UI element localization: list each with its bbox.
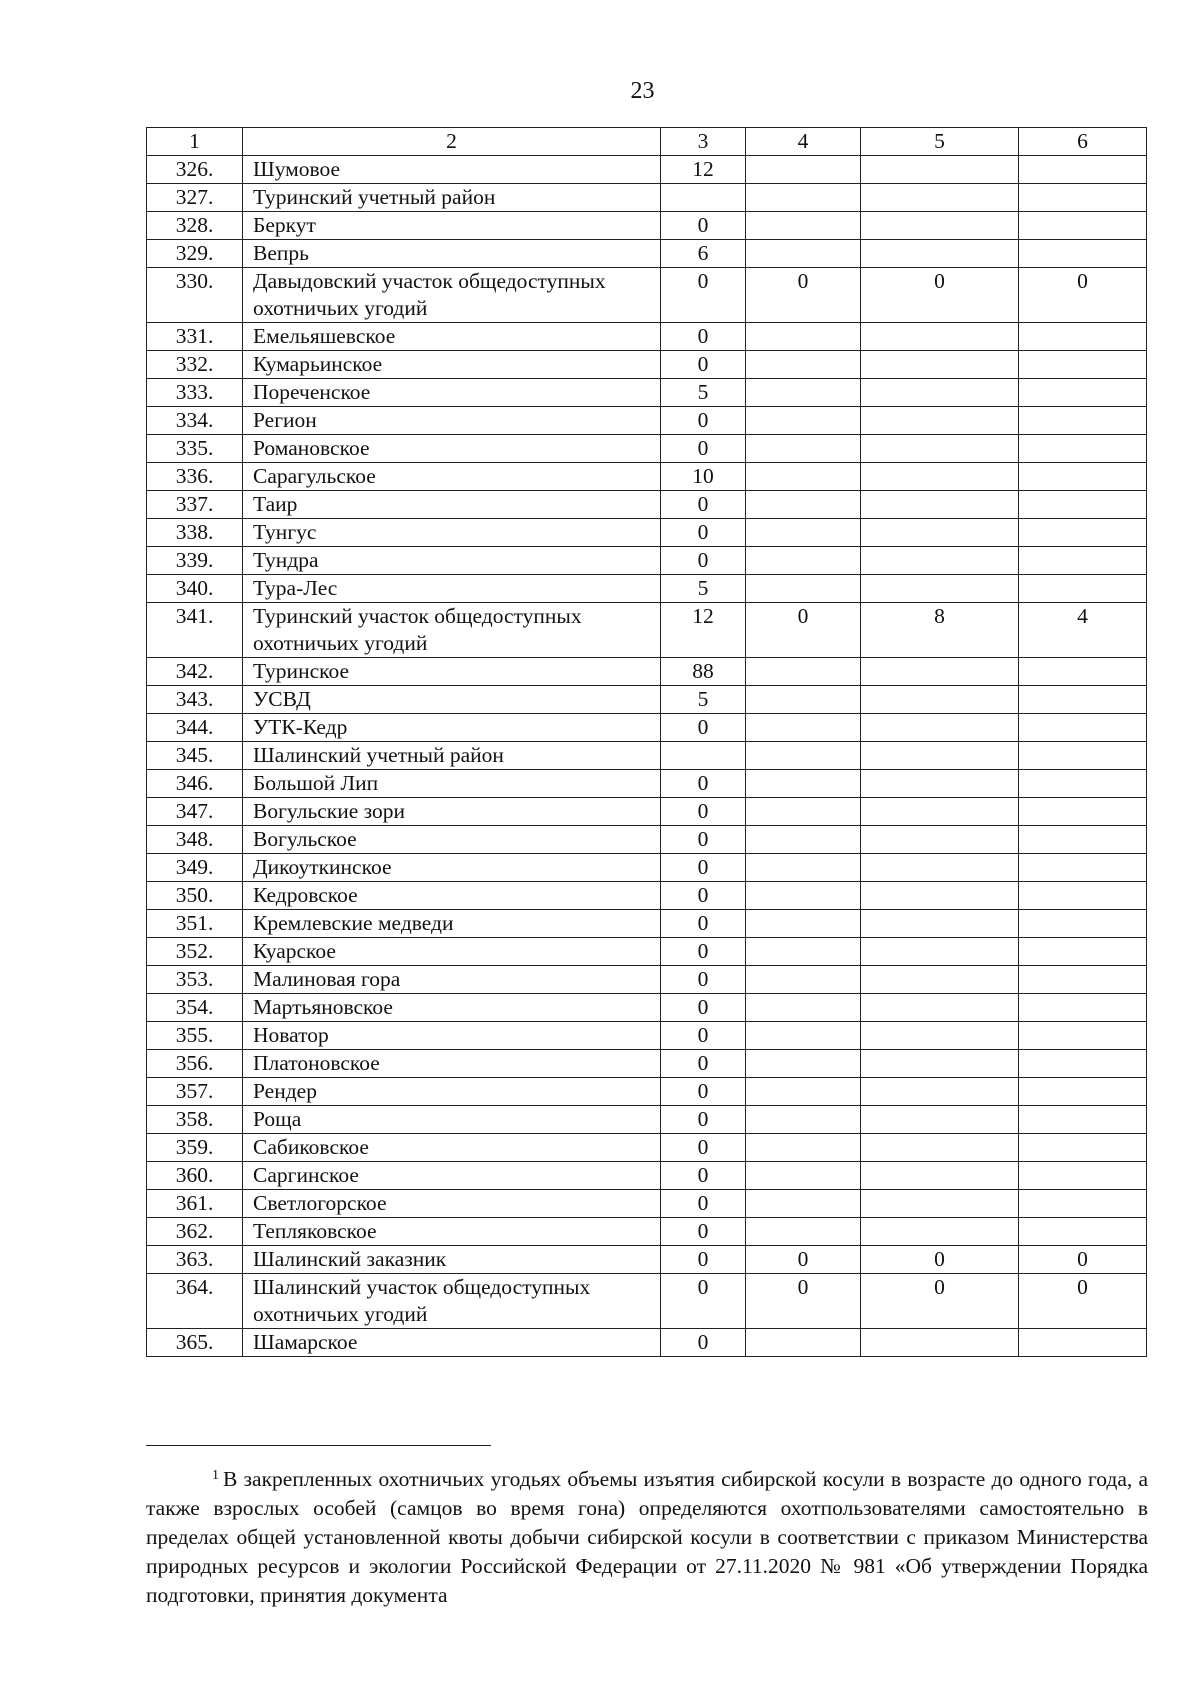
hunting-ground-name-cell: УТК-Кедр	[243, 714, 661, 742]
hunting-ground-name-cell: Кумарьинское	[243, 351, 661, 379]
header-cell-1: 1	[147, 128, 243, 156]
column-3-cell: 0	[661, 1329, 746, 1357]
column-5-cell	[861, 1106, 1019, 1134]
hunting-ground-name-cell: Тунгус	[243, 519, 661, 547]
column-5-cell: 0	[861, 268, 1019, 323]
footnote-separator	[146, 1445, 491, 1446]
column-6-cell	[1019, 1078, 1147, 1106]
hunting-ground-name-cell: Романовское	[243, 435, 661, 463]
table-row	[147, 435, 1147, 463]
footnote-text: В закрепленных охотничьих угодьях объемы изъятия сибирской косули в возрасте до одного года, а также взрослых особей (самцов во время гона) определяются охотпользователями самостоятельно в пределах общей установленной квоты добычи сибирской косули в соответствии с приказом Министерства природных ресурсов и экологии Российской Федерации от 27.11.2020 № 981 «Об утверждении Порядка подготовки, принятия документа	[146, 1467, 1148, 1607]
column-3-cell	[661, 184, 746, 212]
column-4-cell	[746, 212, 861, 240]
column-5-cell	[861, 323, 1019, 351]
column-3-cell: 0	[661, 212, 746, 240]
header-cell-6: 6	[1019, 128, 1147, 156]
row-number-cell: 355.	[147, 1022, 243, 1050]
column-3-cell: 0	[661, 826, 746, 854]
column-6-cell: 0	[1019, 1274, 1147, 1329]
hunting-ground-name-cell: Тундра	[243, 547, 661, 575]
column-3-cell: 0	[661, 1274, 746, 1329]
column-6-cell	[1019, 826, 1147, 854]
column-3-cell: 0	[661, 323, 746, 351]
column-5-cell: 0	[861, 1274, 1019, 1329]
row-number-cell: 327.	[147, 184, 243, 212]
column-5-cell: 0	[861, 1246, 1019, 1274]
column-3-cell: 0	[661, 1022, 746, 1050]
row-number-cell: 356.	[147, 1050, 243, 1078]
column-3-cell: 0	[661, 910, 746, 938]
column-6-cell	[1019, 212, 1147, 240]
table-row	[147, 910, 1147, 938]
hunting-ground-name-cell: Сабиковское	[243, 1134, 661, 1162]
table-row	[147, 212, 1147, 240]
row-number-cell: 335.	[147, 435, 243, 463]
column-6-cell	[1019, 798, 1147, 826]
column-5-cell	[861, 407, 1019, 435]
column-5-cell	[861, 1022, 1019, 1050]
table-row	[147, 1329, 1147, 1357]
table-row	[147, 1050, 1147, 1078]
table-row	[147, 1022, 1147, 1050]
row-number-cell: 339.	[147, 547, 243, 575]
table-row	[147, 1274, 1147, 1329]
row-number-cell: 338.	[147, 519, 243, 547]
column-4-cell	[746, 323, 861, 351]
column-5-cell	[861, 1190, 1019, 1218]
column-4-cell	[746, 714, 861, 742]
column-4-cell	[746, 463, 861, 491]
column-5-cell	[861, 1134, 1019, 1162]
column-6-cell	[1019, 1134, 1147, 1162]
column-3-cell: 0	[661, 1162, 746, 1190]
column-3-cell: 0	[661, 351, 746, 379]
column-5-cell	[861, 966, 1019, 994]
column-3-cell: 0	[661, 435, 746, 463]
column-6-cell	[1019, 575, 1147, 603]
hunting-ground-name-cell: Вепрь	[243, 240, 661, 268]
column-5-cell	[861, 770, 1019, 798]
row-number-cell: 359.	[147, 1134, 243, 1162]
hunting-ground-name-cell: УСВД	[243, 686, 661, 714]
column-6-cell	[1019, 519, 1147, 547]
column-5-cell	[861, 882, 1019, 910]
header-cell-3: 3	[661, 128, 746, 156]
column-4-cell	[746, 854, 861, 882]
column-5-cell	[861, 686, 1019, 714]
hunting-ground-name-cell: Давыдовский участок общедоступных охотничьих угодий	[243, 268, 661, 323]
column-4-cell	[746, 798, 861, 826]
column-6-cell	[1019, 435, 1147, 463]
table-row	[147, 184, 1147, 212]
column-5-cell	[861, 575, 1019, 603]
column-3-cell: 0	[661, 491, 746, 519]
column-6-cell	[1019, 714, 1147, 742]
column-5-cell	[861, 379, 1019, 407]
column-4-cell	[746, 184, 861, 212]
column-6-cell	[1019, 407, 1147, 435]
column-5-cell	[861, 994, 1019, 1022]
table-row	[147, 854, 1147, 882]
row-number-cell: 345.	[147, 742, 243, 770]
table-row	[147, 575, 1147, 603]
hunting-ground-name-cell: Туринский участок общедоступных охотничьих угодий	[243, 603, 661, 658]
column-4-cell	[746, 156, 861, 184]
column-5-cell	[861, 1078, 1019, 1106]
hunting-ground-name-cell: Шалинский заказник	[243, 1246, 661, 1274]
column-5-cell	[861, 184, 1019, 212]
table-row	[147, 938, 1147, 966]
row-number-cell: 344.	[147, 714, 243, 742]
row-number-cell: 352.	[147, 938, 243, 966]
row-number-cell: 358.	[147, 1106, 243, 1134]
hunting-ground-name-cell: Кедровское	[243, 882, 661, 910]
hunting-ground-name-cell: Кремлевские медведи	[243, 910, 661, 938]
row-number-cell: 347.	[147, 798, 243, 826]
header-cell-5: 5	[861, 128, 1019, 156]
row-number-cell: 341.	[147, 603, 243, 658]
table-row	[147, 686, 1147, 714]
column-5-cell	[861, 1050, 1019, 1078]
row-number-cell: 360.	[147, 1162, 243, 1190]
column-5-cell	[861, 742, 1019, 770]
hunting-ground-name-cell: Мартьяновское	[243, 994, 661, 1022]
table-row	[147, 1134, 1147, 1162]
column-6-cell	[1019, 1106, 1147, 1134]
quota-table	[146, 127, 1147, 1357]
column-4-cell	[746, 1190, 861, 1218]
column-4-cell: 0	[746, 1274, 861, 1329]
column-4-cell	[746, 351, 861, 379]
column-5-cell	[861, 938, 1019, 966]
footnote	[146, 1461, 1148, 1610]
hunting-ground-name-cell: Тура-Лес	[243, 575, 661, 603]
column-4-cell	[746, 435, 861, 463]
column-3-cell: 12	[661, 156, 746, 184]
row-number-cell: 353.	[147, 966, 243, 994]
column-5-cell	[861, 1162, 1019, 1190]
column-3-cell: 0	[661, 1106, 746, 1134]
column-4-cell	[746, 658, 861, 686]
column-6-cell	[1019, 156, 1147, 184]
column-5-cell	[861, 547, 1019, 575]
column-5-cell	[861, 658, 1019, 686]
table-row	[147, 323, 1147, 351]
row-number-cell: 337.	[147, 491, 243, 519]
column-4-cell	[746, 882, 861, 910]
row-number-cell: 348.	[147, 826, 243, 854]
column-6-cell	[1019, 463, 1147, 491]
table-row	[147, 658, 1147, 686]
column-6-cell	[1019, 1329, 1147, 1357]
row-number-cell: 365.	[147, 1329, 243, 1357]
table-row	[147, 519, 1147, 547]
hunting-ground-name-cell: Сарагульское	[243, 463, 661, 491]
column-5-cell	[861, 212, 1019, 240]
column-4-cell: 0	[746, 1246, 861, 1274]
hunting-ground-name-cell: Саргинское	[243, 1162, 661, 1190]
column-6-cell	[1019, 1022, 1147, 1050]
column-6-cell	[1019, 854, 1147, 882]
column-3-cell: 0	[661, 547, 746, 575]
column-4-cell	[746, 742, 861, 770]
hunting-ground-name-cell: Регион	[243, 407, 661, 435]
column-6-cell	[1019, 742, 1147, 770]
row-number-cell: 331.	[147, 323, 243, 351]
column-6-cell	[1019, 882, 1147, 910]
hunting-ground-name-cell: Вогульское	[243, 826, 661, 854]
column-3-cell: 0	[661, 938, 746, 966]
hunting-ground-name-cell: Вогульские зори	[243, 798, 661, 826]
table-row	[147, 1218, 1147, 1246]
table-row	[147, 1246, 1147, 1274]
hunting-ground-name-cell: Новатор	[243, 1022, 661, 1050]
column-3-cell: 10	[661, 463, 746, 491]
column-6-cell	[1019, 658, 1147, 686]
column-5-cell	[861, 463, 1019, 491]
column-6-cell	[1019, 938, 1147, 966]
column-4-cell	[746, 1078, 861, 1106]
column-5-cell: 8	[861, 603, 1019, 658]
row-number-cell: 329.	[147, 240, 243, 268]
column-6-cell	[1019, 351, 1147, 379]
column-5-cell	[861, 714, 1019, 742]
hunting-ground-name-cell: Шамарское	[243, 1329, 661, 1357]
column-4-cell	[746, 1134, 861, 1162]
row-number-cell: 333.	[147, 379, 243, 407]
column-4-cell	[746, 519, 861, 547]
column-4-cell	[746, 1162, 861, 1190]
column-6-cell: 0	[1019, 1246, 1147, 1274]
column-6-cell	[1019, 491, 1147, 519]
column-4-cell	[746, 1218, 861, 1246]
row-number-cell: 334.	[147, 407, 243, 435]
table-row	[147, 156, 1147, 184]
hunting-ground-name-cell: Туринское	[243, 658, 661, 686]
row-number-cell: 330.	[147, 268, 243, 323]
row-number-cell: 364.	[147, 1274, 243, 1329]
column-6-cell	[1019, 966, 1147, 994]
table-row	[147, 798, 1147, 826]
page-number: 23	[630, 78, 655, 104]
header-cell-2: 2	[243, 128, 661, 156]
row-number-cell: 354.	[147, 994, 243, 1022]
column-4-cell	[746, 1050, 861, 1078]
column-3-cell: 0	[661, 882, 746, 910]
column-3-cell: 0	[661, 1246, 746, 1274]
column-4-cell	[746, 1329, 861, 1357]
column-5-cell	[861, 1329, 1019, 1357]
column-4-cell	[746, 966, 861, 994]
table-row	[147, 770, 1147, 798]
table-row	[147, 491, 1147, 519]
hunting-ground-name-cell: Беркут	[243, 212, 661, 240]
column-6-cell	[1019, 1190, 1147, 1218]
row-number-cell: 362.	[147, 1218, 243, 1246]
table-row	[147, 351, 1147, 379]
column-3-cell: 5	[661, 575, 746, 603]
column-4-cell	[746, 994, 861, 1022]
hunting-ground-name-cell: Тепляковское	[243, 1218, 661, 1246]
column-6-cell	[1019, 1218, 1147, 1246]
column-5-cell	[861, 1218, 1019, 1246]
column-3-cell: 0	[661, 854, 746, 882]
footnote-marker: 1	[212, 1468, 219, 1483]
column-5-cell	[861, 519, 1019, 547]
column-4-cell	[746, 1106, 861, 1134]
row-number-cell: 357.	[147, 1078, 243, 1106]
column-6-cell	[1019, 994, 1147, 1022]
table-row	[147, 994, 1147, 1022]
row-number-cell: 343.	[147, 686, 243, 714]
table-row	[147, 966, 1147, 994]
table-row	[147, 379, 1147, 407]
column-4-cell	[746, 1022, 861, 1050]
row-number-cell: 350.	[147, 882, 243, 910]
column-4-cell	[746, 379, 861, 407]
column-6-cell	[1019, 240, 1147, 268]
quota-table-body	[147, 128, 1147, 1357]
column-3-cell: 0	[661, 1218, 746, 1246]
table-row	[147, 714, 1147, 742]
table-row	[147, 742, 1147, 770]
table-row	[147, 407, 1147, 435]
table-header-row	[147, 128, 1147, 156]
hunting-ground-name-cell: Шумовое	[243, 156, 661, 184]
column-3-cell: 12	[661, 603, 746, 658]
column-3-cell: 5	[661, 379, 746, 407]
column-3-cell: 0	[661, 407, 746, 435]
table-row	[147, 603, 1147, 658]
column-3-cell: 0	[661, 1050, 746, 1078]
row-number-cell: 363.	[147, 1246, 243, 1274]
column-5-cell	[861, 910, 1019, 938]
hunting-ground-name-cell: Куарское	[243, 938, 661, 966]
row-number-cell: 336.	[147, 463, 243, 491]
column-5-cell	[861, 435, 1019, 463]
column-3-cell: 0	[661, 770, 746, 798]
hunting-ground-name-cell: Роща	[243, 1106, 661, 1134]
column-6-cell	[1019, 686, 1147, 714]
column-6-cell	[1019, 1162, 1147, 1190]
column-3-cell: 0	[661, 994, 746, 1022]
hunting-ground-name-cell: Малиновая гора	[243, 966, 661, 994]
header-cell-4: 4	[746, 128, 861, 156]
column-5-cell	[861, 826, 1019, 854]
table-row	[147, 268, 1147, 323]
row-number-cell: 351.	[147, 910, 243, 938]
row-number-cell: 361.	[147, 1190, 243, 1218]
hunting-ground-name-cell: Таир	[243, 491, 661, 519]
column-3-cell	[661, 742, 746, 770]
row-number-cell: 346.	[147, 770, 243, 798]
row-number-cell: 349.	[147, 854, 243, 882]
hunting-ground-name-cell: Шалинский учетный район	[243, 742, 661, 770]
column-5-cell	[861, 156, 1019, 184]
column-3-cell: 0	[661, 714, 746, 742]
column-5-cell	[861, 854, 1019, 882]
column-5-cell	[861, 491, 1019, 519]
column-4-cell: 0	[746, 603, 861, 658]
column-5-cell	[861, 798, 1019, 826]
column-3-cell: 0	[661, 268, 746, 323]
row-number-cell: 342.	[147, 658, 243, 686]
column-4-cell	[746, 407, 861, 435]
column-4-cell	[746, 910, 861, 938]
column-3-cell: 5	[661, 686, 746, 714]
table-row	[147, 1078, 1147, 1106]
hunting-ground-name-cell: Дикоуткинское	[243, 854, 661, 882]
column-4-cell	[746, 826, 861, 854]
hunting-ground-name-cell: Большой Лип	[243, 770, 661, 798]
column-4-cell	[746, 491, 861, 519]
column-6-cell	[1019, 910, 1147, 938]
column-4-cell	[746, 547, 861, 575]
hunting-ground-name-cell: Платоновское	[243, 1050, 661, 1078]
row-number-cell: 340.	[147, 575, 243, 603]
column-4-cell	[746, 770, 861, 798]
hunting-ground-name-cell: Пореченское	[243, 379, 661, 407]
column-6-cell: 0	[1019, 268, 1147, 323]
row-number-cell: 328.	[147, 212, 243, 240]
column-4-cell	[746, 575, 861, 603]
column-6-cell	[1019, 770, 1147, 798]
table-row	[147, 882, 1147, 910]
table-row	[147, 1190, 1147, 1218]
column-3-cell: 0	[661, 1190, 746, 1218]
hunting-ground-name-cell: Светлогорское	[243, 1190, 661, 1218]
row-number-cell: 326.	[147, 156, 243, 184]
table-row	[147, 463, 1147, 491]
column-4-cell: 0	[746, 268, 861, 323]
hunting-ground-name-cell: Шалинский участок общедоступных охотничьих угодий	[243, 1274, 661, 1329]
column-6-cell	[1019, 547, 1147, 575]
column-4-cell	[746, 240, 861, 268]
column-3-cell: 0	[661, 1078, 746, 1106]
column-6-cell	[1019, 323, 1147, 351]
column-6-cell: 4	[1019, 603, 1147, 658]
column-6-cell	[1019, 184, 1147, 212]
column-6-cell	[1019, 379, 1147, 407]
row-number-cell: 332.	[147, 351, 243, 379]
column-5-cell	[861, 240, 1019, 268]
hunting-ground-name-cell: Рендер	[243, 1078, 661, 1106]
column-3-cell: 0	[661, 1134, 746, 1162]
column-6-cell	[1019, 1050, 1147, 1078]
column-3-cell: 0	[661, 798, 746, 826]
table-row	[147, 1106, 1147, 1134]
column-3-cell: 6	[661, 240, 746, 268]
hunting-ground-name-cell: Емельяшевское	[243, 323, 661, 351]
column-3-cell: 0	[661, 966, 746, 994]
column-3-cell: 88	[661, 658, 746, 686]
column-3-cell: 0	[661, 519, 746, 547]
table-row	[147, 240, 1147, 268]
column-4-cell	[746, 938, 861, 966]
column-5-cell	[861, 351, 1019, 379]
table-row	[147, 1162, 1147, 1190]
hunting-ground-name-cell: Туринский учетный район	[243, 184, 661, 212]
table-row	[147, 547, 1147, 575]
column-4-cell	[746, 686, 861, 714]
table-row	[147, 826, 1147, 854]
